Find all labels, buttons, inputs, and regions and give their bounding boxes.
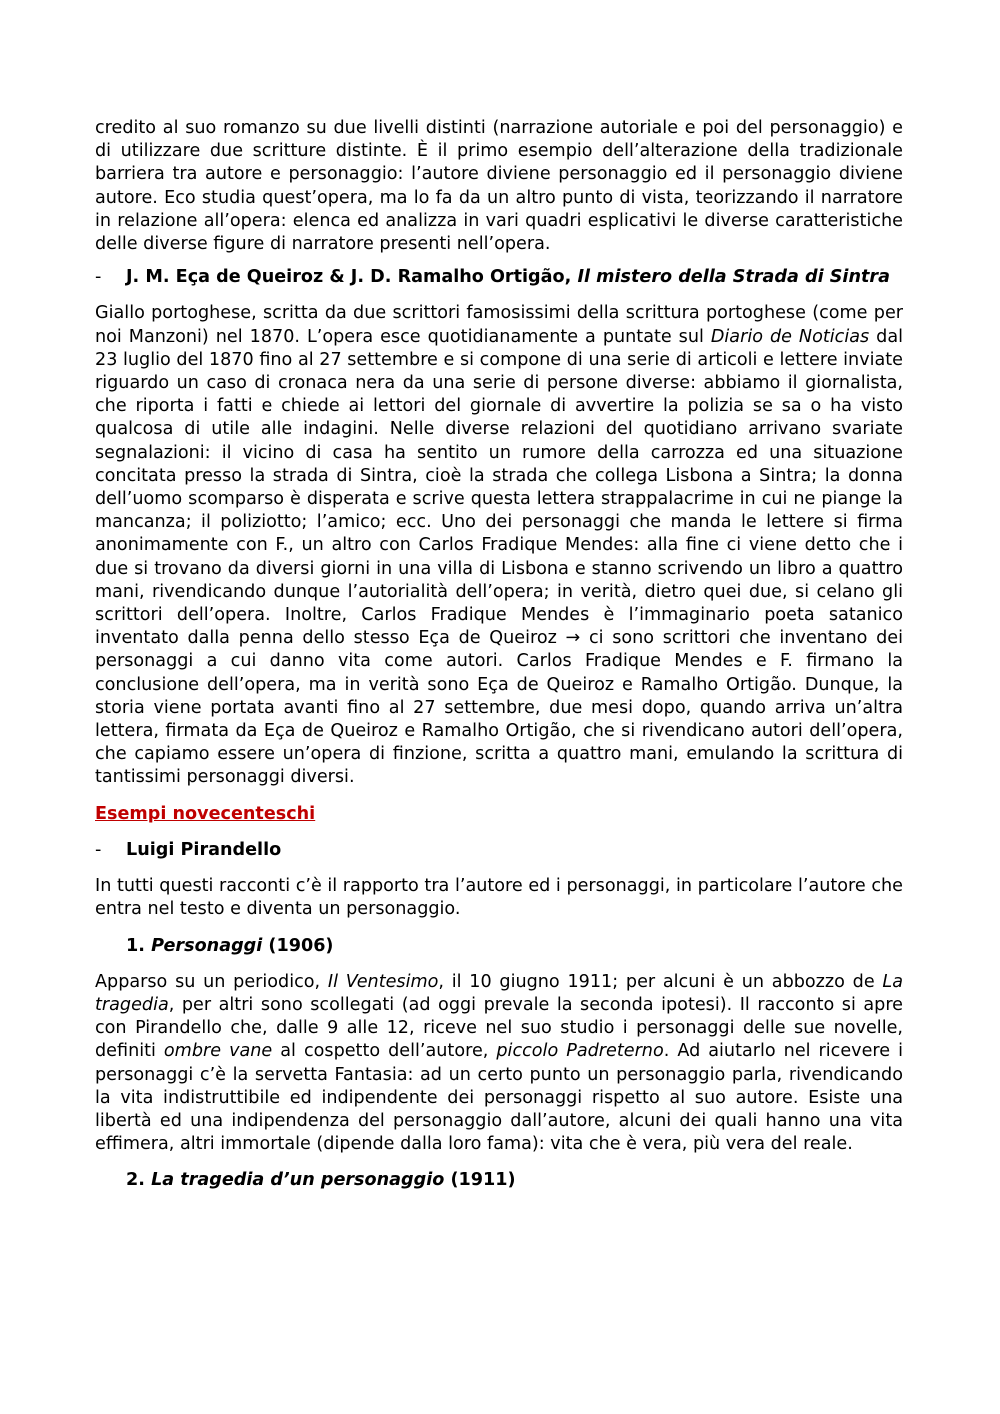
- text-span: Apparso su un periodico,: [95, 971, 328, 992]
- italic-periodical-title: Il Ventesimo: [327, 971, 439, 992]
- item-title: La tragedia d’un personaggio: [151, 1170, 445, 1191]
- bullet-dash: -: [95, 839, 102, 860]
- text-span: Giallo portoghese, scritta da due scrittori famosissimi della scrittura portoghese (come per noi Manzoni) nel 1870. L’opera esce quotidianamente a puntate sul: [95, 303, 903, 347]
- bullet-work-title: Il mistero della Strada di Sintra: [577, 267, 890, 288]
- text-span: al cospetto dell’autore,: [272, 1041, 497, 1062]
- right-arrow-icon: →: [565, 628, 581, 649]
- document-page: [95, 117, 903, 1193]
- italic-newspaper-title: Diario de Noticias: [710, 326, 870, 347]
- section-heading: [95, 803, 903, 826]
- paragraph-racconti: In tutti questi racconti c’è il rapporto tra l’autore ed i personaggi, in particolare l’autore che entra nel testo e diventa un personaggio.: [95, 876, 903, 920]
- bullet-label: Luigi Pirandello: [126, 839, 282, 860]
- numbered-item-personaggi: [95, 935, 903, 958]
- bullet-dash: -: [95, 267, 102, 288]
- item-title: Personaggi: [151, 935, 263, 956]
- bullet-queiroz-ortigao: [95, 266, 903, 289]
- italic-phrase: ombre vane: [163, 1041, 273, 1062]
- text-span: , per altri sono scollegati (ad oggi prevale la seconda ipotesi). Il racconto si apre con Pirandello che, dalle 9 alle 12, riceve nel suo studio i personaggi delle sue novelle, definiti: [95, 994, 903, 1062]
- item-year: (1911): [444, 1170, 516, 1191]
- bullet-authors: J. M. Eça de Queiroz & J. D. Ramalho Ortigão,: [126, 267, 572, 288]
- paragraph-personaggi: [95, 971, 903, 1157]
- item-year: (1906): [262, 935, 334, 956]
- item-number: 2.: [126, 1170, 145, 1191]
- bullet-pirandello: [95, 839, 903, 862]
- text-span: , il 10 giugno 1911; per alcuni è un abbozzo de: [438, 971, 883, 992]
- text-span: dal 23 luglio del 1870 fino al 27 settembre e si compone di una serie di articoli e lettere inviate riguardo un caso di cronaca nera da una serie di persone diverse: abbiamo il giornalista, che riporta i fatti e chiede ai lettori del giornale di avvertire la polizia se sa o ha visto qualcosa di utile alle indagini. Nelle diverse relazioni del quotidiano arrivano svariate segnalazioni: il vicino di casa ha sentito un rumore della carrozza ed una situazione concitata presso la strada di Sintra, cioè la strada che collega Lisbona a Sintra; la donna dell’uomo scomparso è disperata e scrive questa lettera strappalacrime in cui ne piange la mancanza; il poliziotto; l’amico; ecc. Uno dei personaggi che manda le lettere si firma anonimamente con F., un altro con Carlos Fradique Mendes: alla fine ci viene detto che i due si trovano da diversi giorni in una villa di Lisbona e stanno scrivendo un libro a quattro mani, rivendicando dunque l’autorialità dell’opera; in verità, dietro quei due, si celano gli scrittori dell’opera. Inoltre, Carlos Fradique Mendes è l’immaginario poeta satanico inventato dalla penna dello stesso Eça de Queiroz: [95, 326, 903, 649]
- section-title: Esempi novecenteschi: [95, 803, 316, 824]
- paragraph-intro: credito al suo romanzo su due livelli distinti (narrazione autoriale e poi del personaggio) e di utilizzare due scritture distinte. È il primo esempio dell’alterazione della tradizionale barriera tra autore e personaggio: l’autore diviene personaggio ed il personaggio diviene autore. Eco studia quest’opera, ma lo fa da un altro punto di vista, teorizzando il narratore in relazione all’opera: elenca ed analizza in vari quadri esplicativi le diverse caratteristiche delle diverse figure di narratore presenti nell’opera.: [95, 118, 903, 255]
- text-span: ci sono scrittori che inventano dei personaggi a cui danno vita come autori. Carlos Fradique Mendes e F. firmano la conclusione dell’opera, ma in verità sono Eça de Queiroz e Ramalho Ortigão. Dunque, la storia viene portata avanti fino al 27 settembre, due mesi dopo, quando arriva un’altra lettera, firmata da Eça de Queiroz e Ramalho Ortigão, che si rivendicano autori dell’opera, che capiamo essere un’opera di finzione, scritta a quattro mani, emulando la scrittura di tantissimi personaggi diversi.: [95, 628, 904, 788]
- text-span: . Ad aiutarlo nel ricevere i personaggi c’è la servetta Fantasia: ad un certo punto un personaggio parla, rivendicando la vita indistruttibile ed indipendente dei personaggi rispetto al suo autore. Esiste una libertà ed una indipendenza del personaggio dall’autore, alcuni dei quali hanno una vita effimera, altri immortale (dipende dalla loro fama): vita che è vera, più vera del reale.: [95, 1041, 903, 1155]
- italic-phrase: piccolo Padreterno: [496, 1041, 664, 1062]
- italic-work-title: La tragedia: [95, 971, 903, 1015]
- paragraph-sintra: [95, 302, 903, 789]
- item-number: 1.: [126, 935, 145, 956]
- numbered-item-tragedia: [95, 1169, 903, 1192]
